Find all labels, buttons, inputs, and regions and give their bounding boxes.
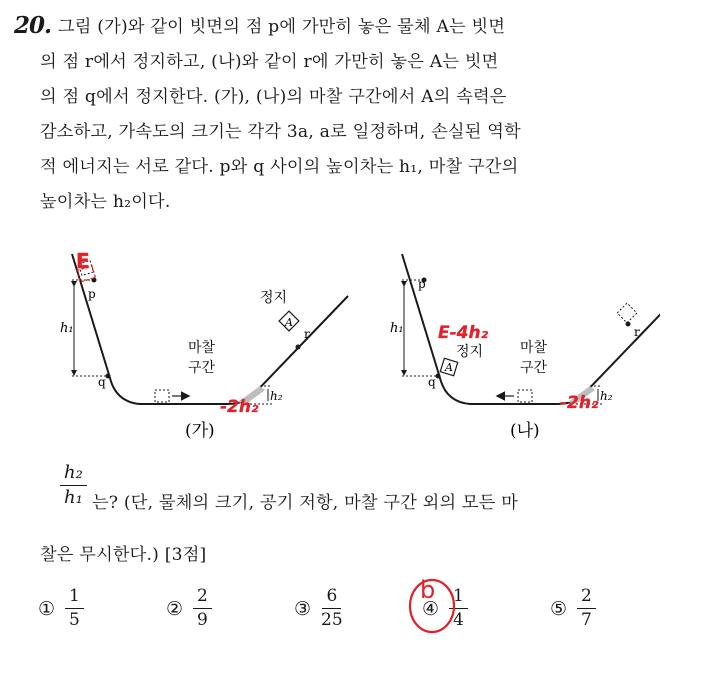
point-r-left: [296, 345, 301, 350]
label-friction-right-1: 마찰: [520, 340, 548, 356]
label-stop-left: 정지: [260, 290, 288, 306]
choice-2[interactable]: [166, 588, 212, 629]
point-q-right: [436, 374, 441, 379]
caption-right: (나): [510, 421, 540, 441]
block-ghost-r-right: [617, 303, 637, 323]
choice-4-den: 4: [453, 610, 464, 630]
label-friction-right-2: 구간: [520, 360, 548, 376]
hw-left-minus2h2: -2h₂: [220, 397, 259, 417]
label-p-right: p: [418, 277, 426, 291]
choice-3-num: 6: [322, 588, 341, 609]
choice-1-den: 5: [69, 610, 80, 630]
choice-5[interactable]: [550, 588, 596, 629]
choice-4-marker: ④: [422, 597, 440, 620]
choice-1[interactable]: [38, 588, 84, 629]
choice-2-den: 9: [197, 610, 208, 630]
choice-3-marker: ③: [294, 597, 312, 620]
question-line-1: 그림 (가)와 같이 빗면의 점 p에 가만히 놓은 물체 A는 빗면: [58, 17, 506, 37]
block-ghost-bottom-right: [518, 390, 532, 402]
block-label-left: A: [285, 316, 293, 329]
prompt-frac-numerator: h₂: [60, 464, 87, 486]
track-right: [402, 254, 660, 404]
friction-zone-left: [238, 386, 265, 404]
block-ghost-bottom-left: [155, 390, 169, 402]
question-line-2: 의 점 r에서 정지하고, (나)와 같이 r에 가만히 놓은 A는 빗면: [40, 52, 499, 72]
friction-zone-right: [568, 386, 595, 404]
question-line-3: 의 점 q에서 정지한다. (가), (나)의 마찰 구간에서 A의 속력은: [40, 87, 507, 107]
choice-3-den: 25: [321, 610, 343, 630]
label-r-right: r: [634, 325, 640, 339]
choice-5-marker: ⑤: [550, 597, 568, 620]
choice-4[interactable]: [422, 588, 468, 629]
figure-left: [60, 254, 348, 441]
question-line-4: 감소하고, 가속도의 크기는 각각 3a, a로 일정하며, 손실된 역학: [40, 122, 521, 142]
prompt-frac-denominator: h₁: [64, 487, 83, 508]
label-h2-left: h₂: [270, 389, 283, 403]
hw-left-E: E: [76, 249, 90, 273]
caption-left: (가): [185, 421, 215, 441]
label-h1-right: h₁: [390, 321, 404, 336]
prompt-line-1: 는? (단, 물체의 크기, 공기 저항, 마찰 구간 외의 모든 마: [92, 493, 519, 513]
label-p-left: p: [88, 287, 96, 301]
choice-5-num: 2: [577, 588, 596, 609]
hw-right-E-minus-4h2: E-4h₂: [438, 323, 489, 343]
choice-2-num: 2: [193, 588, 212, 609]
incline-figure: [60, 240, 660, 450]
choice-5-den: 7: [581, 610, 592, 630]
block-label-right: A: [445, 361, 453, 374]
choice-1-num: 1: [65, 588, 84, 609]
choice-2-marker: ②: [166, 597, 184, 620]
label-q-left: q: [98, 375, 106, 389]
label-h2-right: h₂: [600, 389, 613, 403]
block-ghost-p-left: [79, 261, 94, 276]
label-stop-right: 정지: [456, 344, 484, 360]
prompt-fraction: [60, 464, 87, 507]
point-p-left: [92, 278, 97, 283]
choice-4-num: 1: [449, 588, 468, 609]
point-q-left: [106, 374, 111, 379]
hw-answer-mark: b: [420, 576, 436, 604]
choice-3[interactable]: [294, 588, 343, 629]
label-r-left: r: [304, 327, 310, 341]
hw-right-minus2h2: -2h₂: [560, 393, 599, 413]
label-q-right: q: [428, 375, 436, 389]
prompt-line-2: 찰은 무시한다.) [3점]: [40, 545, 207, 565]
question-number: 20.: [14, 12, 52, 39]
question-line-5: 적 에너지는 서로 같다. p와 q 사이의 높이차는 h₁, 마찰 구간의: [40, 157, 519, 177]
label-h1-left: h₁: [60, 321, 74, 336]
choice-1-marker: ①: [38, 597, 56, 620]
label-friction-left-2: 구간: [188, 360, 216, 376]
label-friction-left-1: 마찰: [188, 340, 216, 356]
question-line-6: 높이차는 h₂이다.: [40, 192, 171, 212]
figure-right: [390, 254, 660, 441]
